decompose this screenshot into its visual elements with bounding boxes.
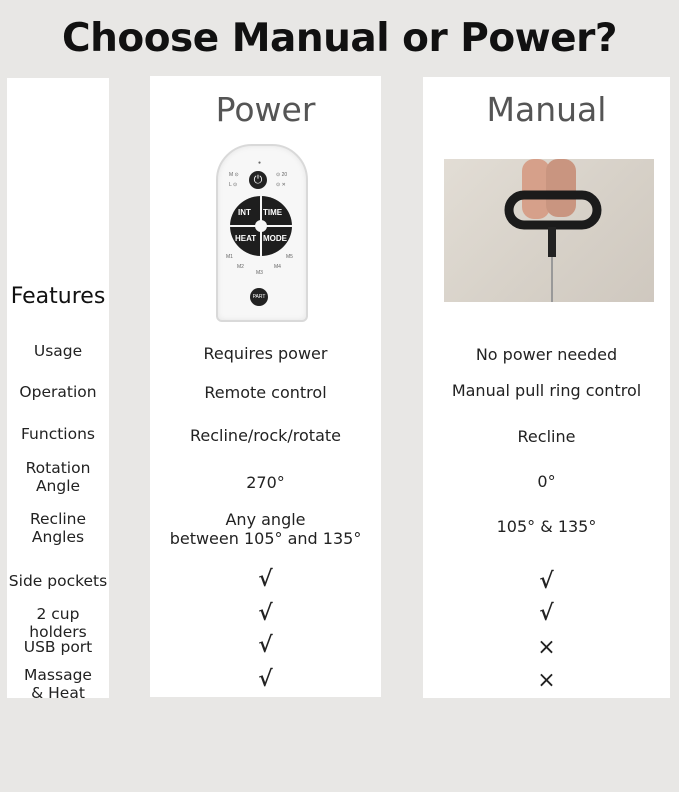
power-operation: Remote control (204, 383, 327, 402)
power-rotation-angle: 270° (246, 473, 285, 492)
feature-recline-angles: Recline Angles (29, 510, 87, 546)
power-usb-port-check: √ (258, 632, 273, 658)
remote-control-image: ● M ⊙ L ⊙ ⊙ 20 ⊙ ✕ ⏻ INT TIME HEAT MODE M1 M2 M3 M4 M5 PART (216, 144, 308, 322)
remote-heat-label: HEAT (235, 234, 257, 243)
power-functions: Recline/rock/rotate (190, 426, 341, 445)
remote-int-label: INT (238, 208, 251, 217)
manual-side-pockets-check: √ (539, 568, 554, 594)
remote-time-label: TIME (263, 208, 283, 217)
feature-functions: Functions (20, 425, 95, 443)
manual-massage-heat-cross: × (537, 668, 556, 693)
manual-functions: Recline (517, 427, 576, 446)
power-button-icon: ⏻ (249, 171, 267, 189)
features-heading: Features (10, 284, 106, 309)
feature-massage-heat: Massage & Heat (24, 666, 92, 702)
remote-part-button: PART (250, 288, 268, 306)
feature-operation: Operation (19, 383, 97, 401)
feature-usage: Usage (33, 342, 83, 360)
manual-usage: No power needed (475, 345, 618, 364)
feature-usb-port: USB port (23, 638, 93, 656)
feature-cup-holders: 2 cup holders (29, 605, 87, 641)
feature-side-pockets: Side pockets (8, 572, 108, 590)
manual-column (423, 77, 670, 698)
power-usage: Requires power (203, 344, 328, 363)
power-cup-holders-check: √ (258, 600, 273, 626)
pull-ring-illustration (444, 159, 654, 302)
manual-cup-holders-check: √ (539, 600, 554, 626)
manual-recline-angles: 105° & 135° (496, 517, 597, 536)
manual-heading: Manual (486, 90, 607, 129)
power-heading: Power (215, 90, 316, 129)
power-recline-angles: Any angle between 105° and 135° (169, 510, 362, 548)
manual-usb-port-cross: × (537, 635, 556, 660)
remote-keypad (230, 196, 292, 256)
power-column (150, 76, 381, 697)
manual-rotation-angle: 0° (537, 472, 556, 491)
manual-operation: Manual pull ring control (451, 381, 642, 400)
power-side-pockets-check: √ (258, 566, 273, 592)
pull-ring-handle-image (444, 159, 654, 302)
page-title: Choose Manual or Power? (62, 16, 617, 61)
feature-rotation-angle: Rotation Angle (25, 459, 91, 495)
power-massage-heat-check: √ (258, 666, 273, 692)
features-column (7, 78, 109, 702)
remote-mode-label: MODE (263, 234, 287, 243)
